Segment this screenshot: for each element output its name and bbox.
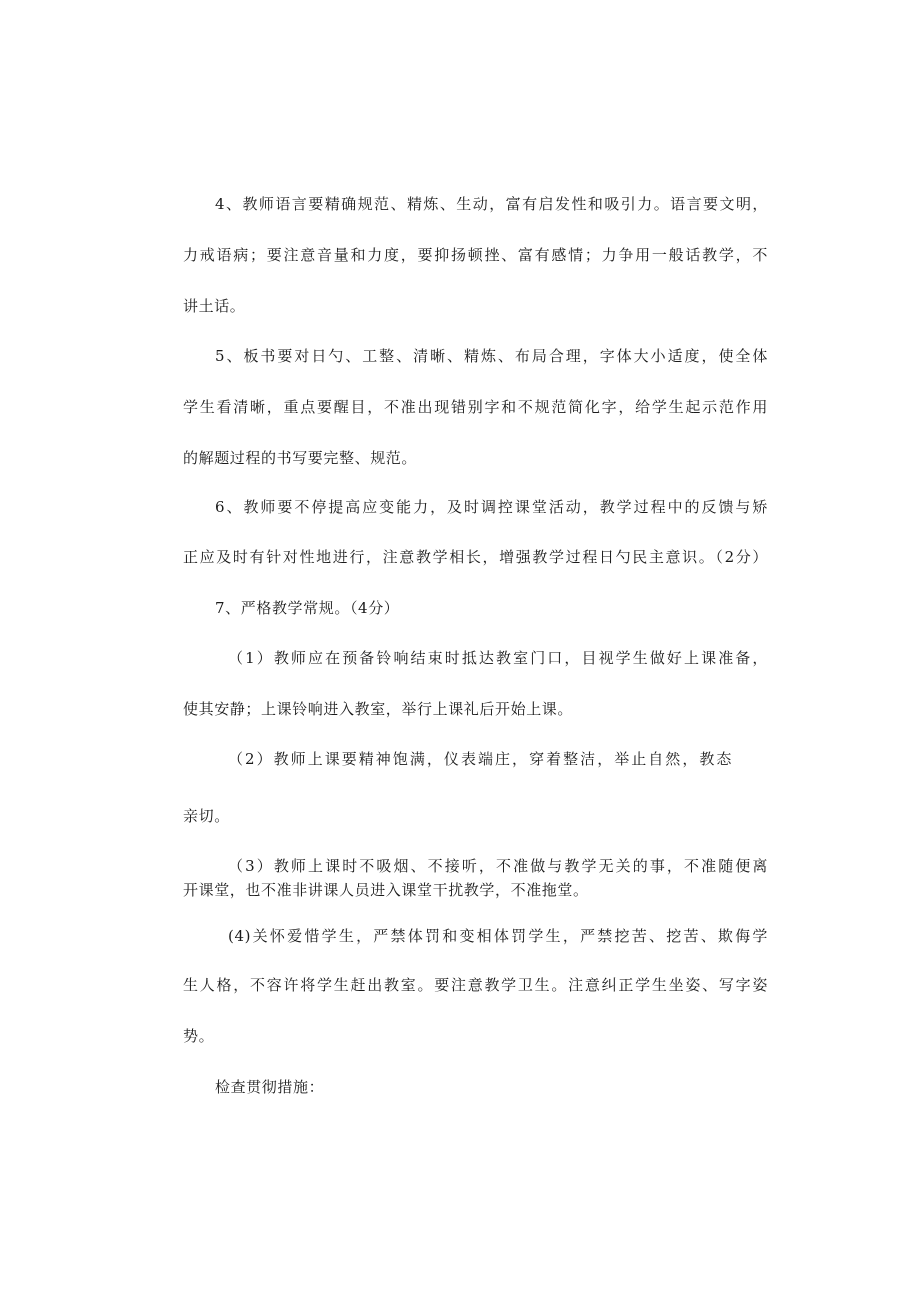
item-7-sub-2-line-2: 亲切。 [183, 807, 230, 825]
item-6-line-1: 6、教师要不停提高应变能力，及时调控课堂活动，教学过程中的反馈与矫 [215, 498, 768, 516]
item-7-heading: 7、严格教学常规。（4分） [215, 599, 400, 617]
item-4-line-2: 力戒语病；要注意音量和力度，要抑扬顿挫、富有感情；力争用一般话教学，不 [183, 246, 768, 264]
item-4-line-3: 讲土话。 [183, 297, 246, 315]
item-7-sub-3-line-1: （3）教师上课时不吸烟、不接听，不准做与教学无关的事，不准随便离 [228, 857, 768, 875]
item-5-line-2: 学生看清晰，重点要醒目，不准出现错别字和不规范简化字，给学生起示范作用 [183, 398, 768, 416]
item-7-sub-1-line-2: 使其安静；上课铃响进入教室，举行上课礼后开始上课。 [183, 700, 574, 718]
item-6-line-2: 正应及时有针对性地进行，注意教学相长，增强教学过程日勺民主意识。（2分） [183, 548, 768, 566]
item-5-line-3: 的解题过程的书写要完整、规范。 [183, 449, 418, 467]
item-7-sub-4-line-2: 生人格，不容许将学生赶出教室。要注意教学卫生。注意纠正学生坐姿、写字姿 [183, 976, 768, 994]
item-7-sub-2-line-1: （2）教师上课要精神饱满，仪表端庄，穿着整洁，举止自然，教态 [228, 750, 732, 768]
item-7-sub-4-line-1: (4)关怀爱惜学生，严禁体罚和变相体罚学生，严禁挖苦、挖苦、欺侮学 [228, 927, 768, 945]
item-4-line-1: 4、教师语言要精确规范、精炼、生动，富有启发性和吸引力。语言要文明， [215, 195, 768, 213]
item-7-sub-4-line-3: 势。 [183, 1027, 215, 1045]
measures-heading: 检查贯彻措施： [215, 1078, 325, 1096]
item-7-sub-1-line-1: （1）教师应在预备铃响结束时抵达教室门口，目视学生做好上课准备， [228, 649, 768, 667]
item-7-sub-3-line-2: 开课堂，也不准非讲课人员进入课堂干扰教学，不准拖堂。 [183, 881, 589, 899]
item-5-line-1: 5、板书要对日勺、工整、清晰、精炼、布局合理，字体大小适度，使全体 [215, 347, 768, 365]
